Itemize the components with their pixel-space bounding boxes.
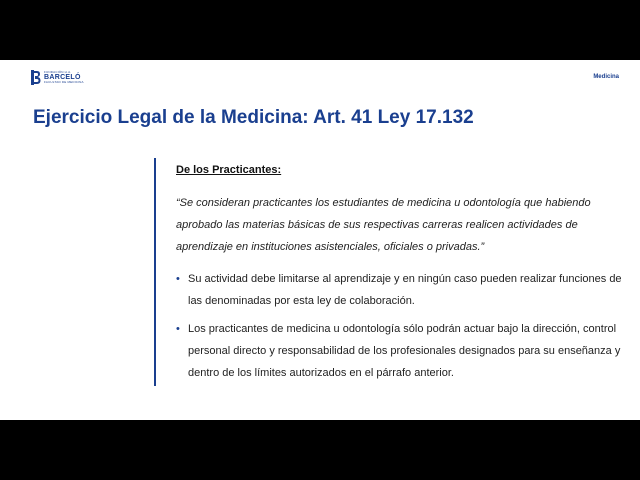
logo-bottom-text: FACULTAD DE MEDICINA	[44, 80, 84, 84]
barcelo-logo-icon	[31, 70, 41, 85]
slide	[0, 60, 640, 420]
logo-main-text: BARCELÓ	[44, 74, 81, 81]
barcelo-logo	[31, 70, 84, 85]
definition-quote: “Se consideran practicantes los estudiantes de medicina u odontología que habiendo aprobado las materias básicas de sus respectivas carreras realicen actividades de aprendizaje en instituciones asistenciales, oficiales o privadas.”	[176, 197, 591, 253]
bullet-list	[176, 268, 624, 384]
bullet-item	[176, 268, 628, 312]
bullet-text: Los practicantes de medicina u odontología sólo podrán actuar bajo la dirección, control personal directo y responsabilidad de los profesionales designados para su enseñanza y dentro de los límites autorizados en el párrafo anterior.	[188, 323, 621, 379]
content-block	[154, 158, 624, 386]
slide-title: Ejercicio Legal de la Medicina: Art. 41 Ley 17.132	[33, 107, 474, 128]
section-label: Medicina	[593, 74, 619, 80]
bullet-item	[176, 318, 628, 384]
bullet-text: Su actividad debe limitarse al aprendizaje y en ningún caso pueden realizar funciones de las denominadas por esta ley de colaboración.	[188, 273, 622, 307]
section-heading: De los Practicantes:	[176, 164, 282, 176]
logo-top-text: FUNDACIÓN H.A.	[44, 70, 72, 74]
bullet-marker-icon: •	[176, 323, 180, 335]
bullet-marker-icon: •	[176, 273, 180, 285]
